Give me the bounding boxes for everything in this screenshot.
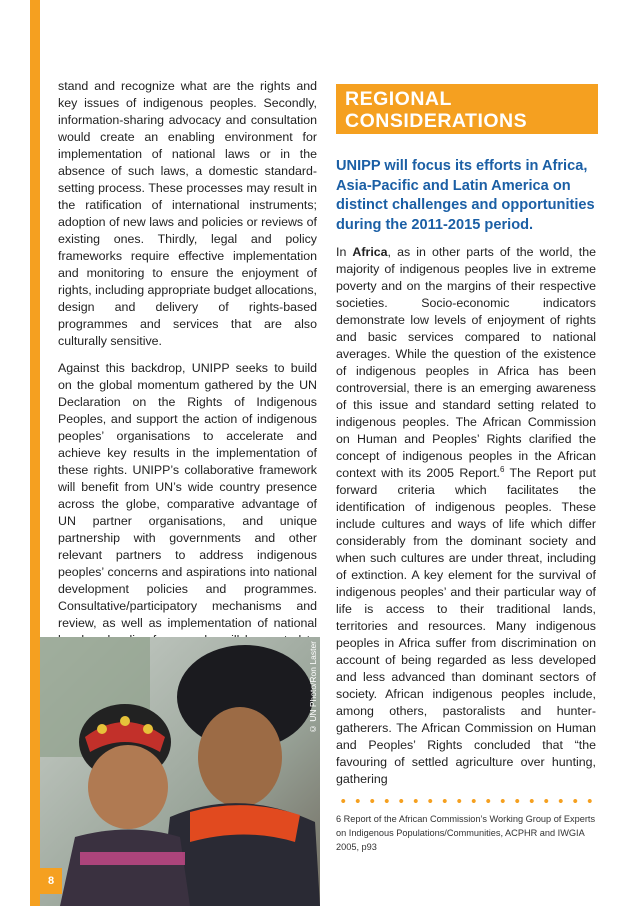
- lead-paragraph: UNIPP will focus its efforts in Africa, Asia-Pacific and Latin America on distinct challenges and opportunities during the 2011-2015 period.: [336, 158, 595, 233]
- body-before-note: , as in other parts of the world, the majority of indigenous peoples live in extreme poverty and on the margins of their respective societies. Socio-economic indicators demonstrate low levels of enjoyment of rights and basic services compared to national averages. While the question of the existence of indigenous peoples in Africa has been controversial, there is an emerging awareness of this issue and standard setting related to indigenous peoples. The African Commission on Human and Peoples’ Rights clarified the concept of indigenous peoples in the African context with its 2005 Report.: [336, 245, 596, 480]
- intro-prefix: In: [336, 245, 353, 259]
- dotted-divider: [336, 798, 598, 804]
- left-paragraph-2: Against this backdrop, UNIPP seeks to build on the global momentum gathered by the UN Declaration on the Rights of Indigenous Peoples, and support the action of indigenous peoples’ organisations to accelerate and achieve key results in the implementation of these rights. UNIPP’s collaborative framework will benefit from UN’s wide country presence across the globe, comparative advantage of UN partner organisations, and unique partnership with governments and other relevant partners to address indigenous peoples’ concerns and aspirations into national development policies and programmes. Consultative/participatory mechanisms and review, as well as implementation of national: [58, 361, 317, 630]
- body-after-note: The Report put forward criteria which facilitates the identification of indigenous peoples. These include cultures and ways of life which differ considerably from the dominant society and when such cultures are under threat, including of extinction. A key element for the survival of indigenous peoples’ and their particular way of life is access to their traditional lands, territories and resources. Many indigenous peoples in Africa suffer from discrimination on account of being regarded as less developed and less advanced than dominant sectors of society. African indigenous peoples include, among others, pastoralists and hunter-gatherers. The African Commission on Human and Peoples’ Rights concluded that “the favouring of settled agriculture over hunting, gathering: [336, 466, 597, 786]
- photo-credit: © UN Photo/Ron Laster: [308, 641, 318, 735]
- photo-mother-and-child: [40, 637, 320, 906]
- page-number: 8: [40, 868, 62, 894]
- left-paragraph-1: stand and recognize what are the rights and key issues of indigenous peoples. Secondly, information-sharing advocacy and consultation would create an enabling environment for implementation of national laws or in the absence of such laws, a domestic standard-setting process. These processes may result in the ratification of international instruments; adoption of new laws and policies or reviews of existing ones. Thirdly, legal and policy frameworks require effective implementation and monitoring to ensure the enjoyment of rights, including appropriate budget allocations, design and delivery of rights-based programmes and services that are also culturally sensitive.: [58, 79, 317, 348]
- left-column: [58, 78, 317, 676]
- footnote: 6 Report of the African Commission’s Working Group of Experts on Indigenous Populations/Communities, ACPHR and IWGIA 2005, p93: [336, 814, 596, 852]
- sidebar-accent-stripe: [30, 0, 40, 906]
- section-title-line-1: REGIONAL: [345, 88, 452, 110]
- right-column: [336, 244, 596, 798]
- africa-bold: Africa: [352, 245, 388, 259]
- footnote-reference[interactable]: 6: [499, 464, 505, 474]
- africa-paragraph: [336, 244, 596, 788]
- photo-illustration: [40, 637, 320, 906]
- section-title: [345, 88, 595, 132]
- section-title-line-2: CONSIDERATIONS: [345, 110, 528, 132]
